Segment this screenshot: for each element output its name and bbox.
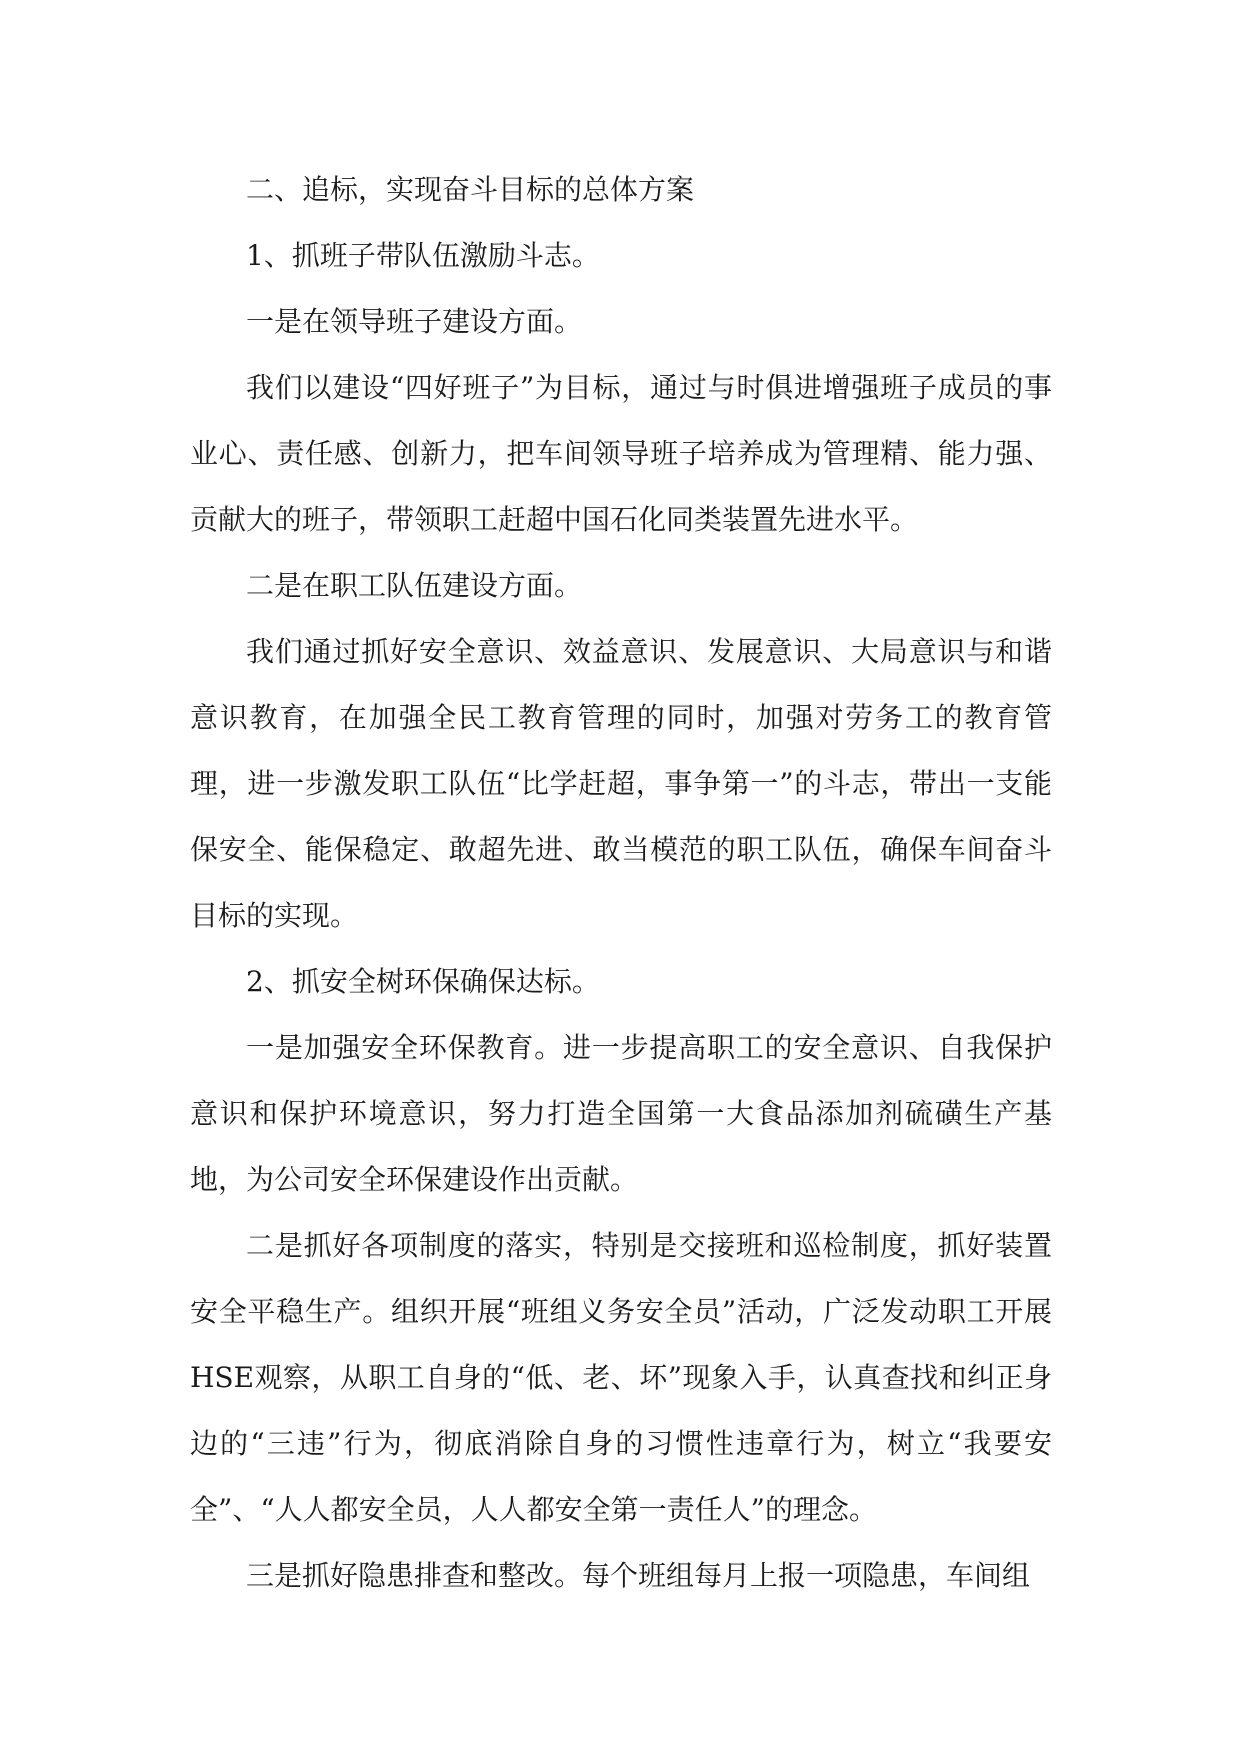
subsection-heading: 2、抓安全树环保确保达标。: [246, 965, 600, 998]
body-paragraph: 三是抓好隐患排查和整改。每个班组每月上报一项隐患，车间组: [246, 1559, 1031, 1592]
section-heading: 二、追标，实现奋斗目标的总体方案: [246, 173, 695, 206]
body-paragraph: 我们以建设“四好班子”为目标，通过与时俱进增强班子成员的事业心、责任感、创新力，把车间领导班子培养成为管理精、能力强、贡献大的班子，带领职工赶超中国石化同类装置先进水平。: [190, 371, 1052, 536]
subsection-heading: 1、抓班子带队伍激励斗志。: [246, 239, 600, 272]
item-heading: 一是在领导班子建设方面。: [246, 305, 583, 338]
document-page: [190, 157, 1052, 1609]
body-paragraph: 二是抓好各项制度的落实，特别是交接班和巡检制度，抓好装置安全平稳生产。组织开展“班组义务安全员”活动，广泛发动职工开展HSE观察，从职工自身的“低、老、坏”现象入手，认真查找和纠正身边的“三违”行为，彻底消除自身的习惯性违章行为，树立“我要安全”、“人人都安全员，人人都安全第一责任人”的理念。: [190, 1229, 1052, 1526]
item-heading: 二是在职工队伍建设方面。: [246, 569, 583, 602]
body-paragraph: 一是加强安全环保教育。进一步提高职工的安全意识、自我保护意识和保护环境意识，努力打造全国第一大食品添加剂硫磺生产基地，为公司安全环保建设作出贡献。: [190, 1031, 1052, 1196]
body-paragraph: 我们通过抓好安全意识、效益意识、发展意识、大局意识与和谐意识教育，在加强全民工教育管理的同时，加强对劳务工的教育管理，进一步激发职工队伍“比学赶超，事争第一”的斗志，带出一支能保安全、能保稳定、敢超先进、敢当模范的职工队伍，确保车间奋斗目标的实现。: [190, 635, 1052, 932]
